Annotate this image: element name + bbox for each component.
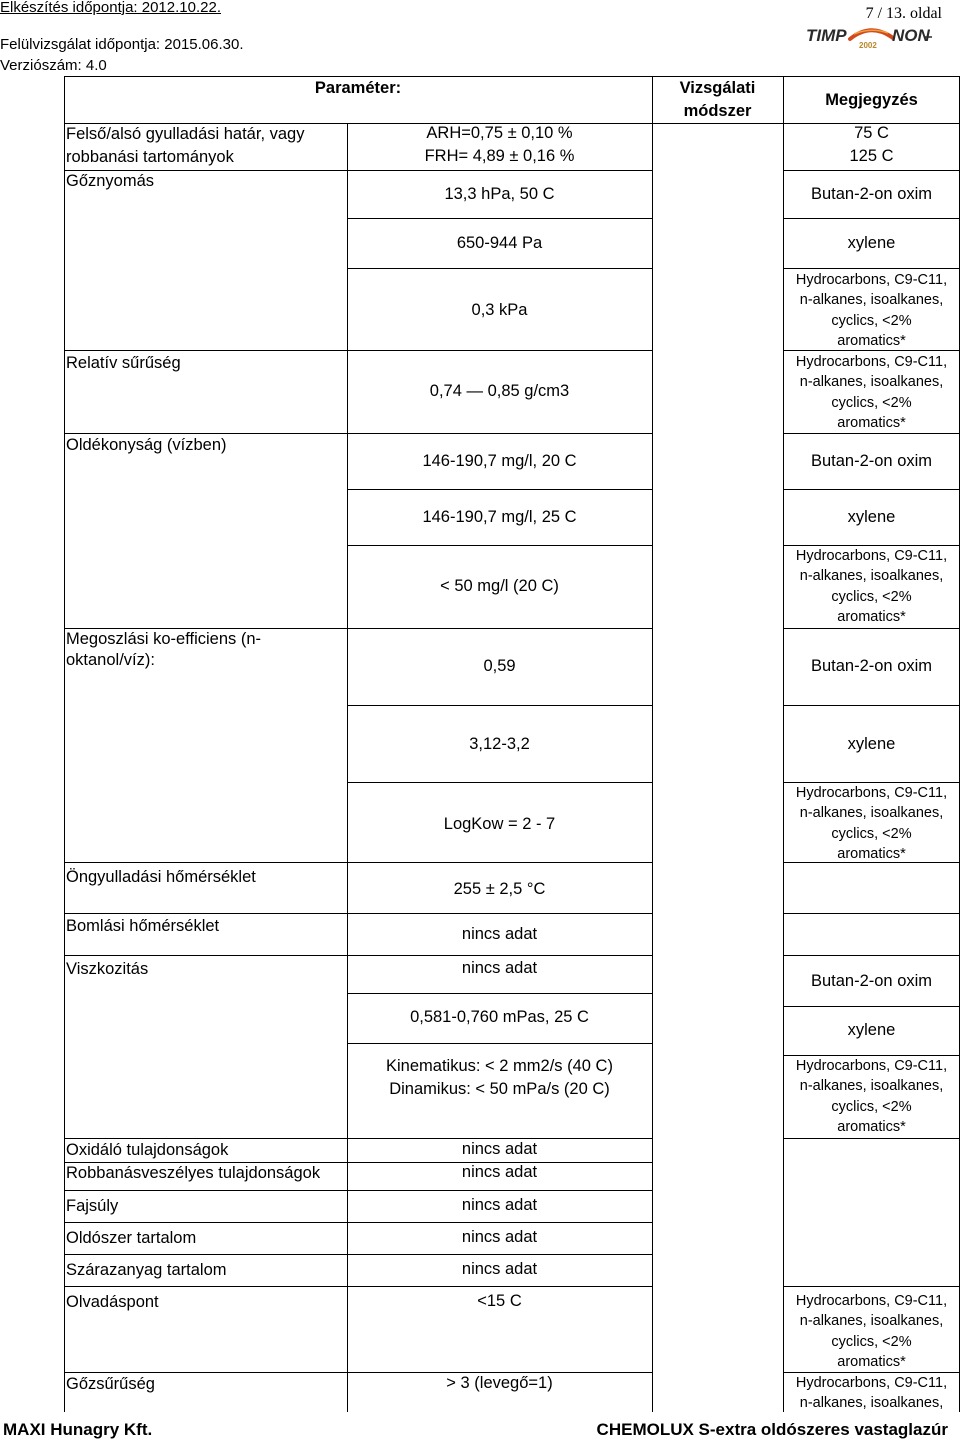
param-relative-density: Relatív sűrűség [66, 354, 181, 372]
remark-line: Hydrocarbons, C9-C11, [795, 1293, 948, 1309]
parameter-value [347, 122, 652, 168]
table-rule [783, 1138, 960, 1139]
parameter-value: nincs adat [461, 1260, 538, 1278]
remark: xylene [847, 234, 896, 252]
table-rule [783, 913, 960, 914]
value-line: ARH=0,75 ± 0,10 % [426, 124, 573, 142]
table-rule [652, 76, 653, 1412]
logo-right-text: NON [892, 26, 930, 45]
parameter-value: 650-944 Pa [456, 234, 543, 252]
table-rule [64, 862, 347, 863]
table-rule [64, 913, 347, 914]
parameter-value: LogKow = 2 - 7 [443, 815, 556, 833]
table-rule [64, 1190, 347, 1191]
table-rule [783, 1006, 960, 1007]
value-line: FRH= 4,89 ± 0,16 % [424, 147, 575, 165]
remark-line: n-alkanes, isoalkanes, [799, 292, 944, 309]
param-melting-point: Olvadáspont [66, 1293, 159, 1311]
company-logo [804, 23, 932, 49]
table-rule [64, 1286, 347, 1287]
parameter-value: nincs adat [461, 959, 538, 977]
remark-line: cyclics, <2% [831, 825, 912, 842]
table-rule [347, 705, 652, 706]
table-rule [347, 1222, 652, 1223]
header-parameter: Paraméter: [314, 79, 402, 97]
remark: xylene [847, 1021, 896, 1039]
table-rule [347, 433, 652, 434]
table-rule [783, 218, 960, 219]
param-autoignition-temperature: Öngyulladási hőmérséklet [66, 868, 256, 886]
table-rule [64, 76, 65, 1412]
parameter-value: < 50 mg/l (20 C) [440, 577, 559, 595]
remark [783, 122, 960, 168]
parameter-value: nincs adat [461, 1140, 538, 1158]
parameter-value: 0,74 — 0,85 g/cm3 [429, 382, 570, 400]
remark-line: n-alkanes, isoalkanes, [799, 1078, 944, 1095]
param-decomposition-temperature: Bomlási hőmérséklet [66, 917, 220, 935]
table-rule [783, 955, 960, 956]
remark-line: n-alkanes, isoalkanes, [799, 1313, 944, 1330]
remark: xylene [847, 735, 896, 753]
parameter-value: 146-190,7 mg/l, 20 C [422, 452, 577, 470]
parameter-value: nincs adat [461, 925, 538, 943]
remark [783, 1056, 960, 1137]
parameter-value: 146-190,7 mg/l, 25 C [422, 508, 577, 526]
param-vapour-density: Gőzsűrűség [66, 1375, 155, 1393]
table-rule [347, 1254, 652, 1255]
created-date: Elkészítés időpontja: 2012.10.22. [0, 0, 221, 16]
remark-line: aromatics* [837, 414, 906, 431]
param-viscosity: Viszkozitás [66, 960, 149, 978]
remark-line: cyclics, <2% [831, 588, 912, 605]
param-line: oktanol/víz): [66, 651, 155, 669]
table-rule [652, 123, 783, 124]
table-rule [347, 628, 652, 629]
remark-line: 125 C [849, 147, 894, 165]
logo-swoosh [850, 30, 893, 39]
remark-line: Hydrocarbons, C9-C11, [795, 1375, 948, 1391]
param-line: Megoszlási ko-efficiens (n- [66, 630, 262, 648]
table-rule [64, 350, 347, 351]
header-method [652, 77, 783, 123]
parameter-value: nincs adat [461, 1196, 538, 1214]
parameter-value: <15 C [477, 1292, 522, 1310]
remark-line: n-alkanes, isoalkanes, [799, 805, 944, 822]
table-rule [347, 913, 652, 914]
remark [783, 1373, 960, 1414]
table-rule [64, 955, 347, 956]
table-rule [347, 993, 652, 994]
remark-line: aromatics* [837, 608, 906, 625]
remark-line: Hydrocarbons, C9-C11, [795, 785, 948, 801]
remark [783, 783, 960, 864]
remark: Butan-2-on oxim [810, 657, 933, 675]
parameter-value [347, 1055, 652, 1101]
table-rule [64, 1254, 347, 1255]
remark-line: cyclics, <2% [831, 1333, 912, 1350]
remark: Butan-2-on oxim [810, 185, 933, 203]
table-rule [347, 170, 652, 171]
revised-date: Felülvizsgálat időpontja: 2015.06.30. [0, 36, 244, 53]
param-dry-matter-content: Szárazanyag tartalom [66, 1261, 227, 1279]
parameter-value: nincs adat [461, 1163, 538, 1181]
param-solvent-content: Oldószer tartalom [66, 1229, 197, 1247]
parameter-value: 0,581-0,760 mPas, 25 C [410, 1008, 589, 1026]
table-rule [347, 545, 652, 546]
table-rule [347, 1190, 652, 1191]
remark-line: cyclics, <2% [831, 312, 912, 329]
remark-line: cyclics, <2% [831, 1098, 912, 1115]
table-rule [64, 1222, 347, 1223]
remark-line: n-alkanes, isoalkanes, [799, 1395, 944, 1412]
table-rule [347, 955, 652, 956]
logo-left-text: TIMP [806, 26, 847, 45]
table-rule [347, 1286, 652, 1287]
remark: Butan-2-on oxim [810, 452, 933, 470]
remark-line: aromatics* [837, 332, 906, 349]
value-line: Dinamikus: < 50 mPa/s (20 C) [389, 1080, 610, 1098]
page-number: 7 / 13. oldal [865, 5, 942, 22]
table-rule [347, 218, 652, 219]
param-oxidising-properties: Oxidáló tulajdonságok [66, 1141, 229, 1159]
param-explosive-properties: Robbanásveszélyes tulajdonságok [66, 1164, 321, 1182]
table-rule [783, 489, 960, 490]
remark-line: cyclics, <2% [831, 394, 912, 411]
version-number: Verziószám: 4.0 [0, 57, 107, 74]
param-line: robbanási tartományok [66, 148, 234, 166]
param-specific-gravity: Fajsúly [66, 1197, 119, 1215]
remark-line: n-alkanes, isoalkanes, [799, 374, 944, 391]
parameter-value: nincs adat [461, 1228, 538, 1246]
remark-line: Hydrocarbons, C9-C11, [795, 1058, 948, 1074]
remark: Butan-2-on oxim [810, 972, 933, 990]
remark: xylene [847, 508, 896, 526]
table-rule [347, 350, 652, 351]
parameter-value: 255 ± 2,5 °C [453, 880, 546, 898]
table-rule [347, 489, 652, 490]
header-method-line: Vizsgálati [679, 79, 756, 97]
header-method-line: módszer [683, 102, 752, 120]
table-rule [783, 268, 960, 269]
table-rule [347, 1043, 652, 1044]
table-rule [347, 268, 652, 269]
param-solubility: Oldékonyság (vízben) [66, 436, 227, 454]
remark-line: 75 C [854, 124, 889, 142]
footer-company: MAXI Hunagry Kft. [3, 1420, 153, 1439]
remark [783, 1291, 960, 1372]
remark-line: Hydrocarbons, C9-C11, [795, 272, 948, 288]
param-partition-coefficient [66, 629, 347, 671]
param-vapour-pressure: Gőznyomás [66, 172, 155, 190]
remark-line: Hydrocarbons, C9-C11, [795, 548, 948, 564]
footer-product: CHEMOLUX S-extra oldószeres vastaglazúr [596, 1420, 948, 1439]
table-rule [783, 705, 960, 706]
value-line: Kinematikus: < 2 mm2/s (40 C) [386, 1057, 613, 1075]
remark [783, 546, 960, 627]
remark [783, 270, 960, 351]
remark-line: aromatics* [837, 1118, 906, 1135]
param-flammability-limits [66, 123, 347, 169]
remark-line: aromatics* [837, 1353, 906, 1370]
table-rule [783, 170, 960, 171]
table-rule [347, 862, 652, 863]
table-rule [783, 1286, 960, 1287]
remark-line: n-alkanes, isoalkanes, [799, 568, 944, 585]
remark-line: Hydrocarbons, C9-C11, [795, 354, 948, 370]
param-line: Felső/alsó gyulladási határ, vagy [66, 125, 305, 143]
parameter-value: 0,59 [483, 657, 516, 675]
remark-line: aromatics* [837, 845, 906, 862]
logo-year: 2002 [859, 41, 877, 49]
parameter-value: 0,3 kPa [471, 301, 528, 319]
parameter-value: 3,12-3,2 [469, 735, 530, 753]
header-remark: Megjegyzés [825, 91, 918, 109]
table-rule [347, 782, 652, 783]
table-rule [783, 628, 960, 629]
parameter-value: > 3 (levegő=1) [446, 1374, 553, 1392]
remark [783, 352, 960, 433]
parameter-value: 13,3 hPa, 50 C [444, 185, 555, 203]
